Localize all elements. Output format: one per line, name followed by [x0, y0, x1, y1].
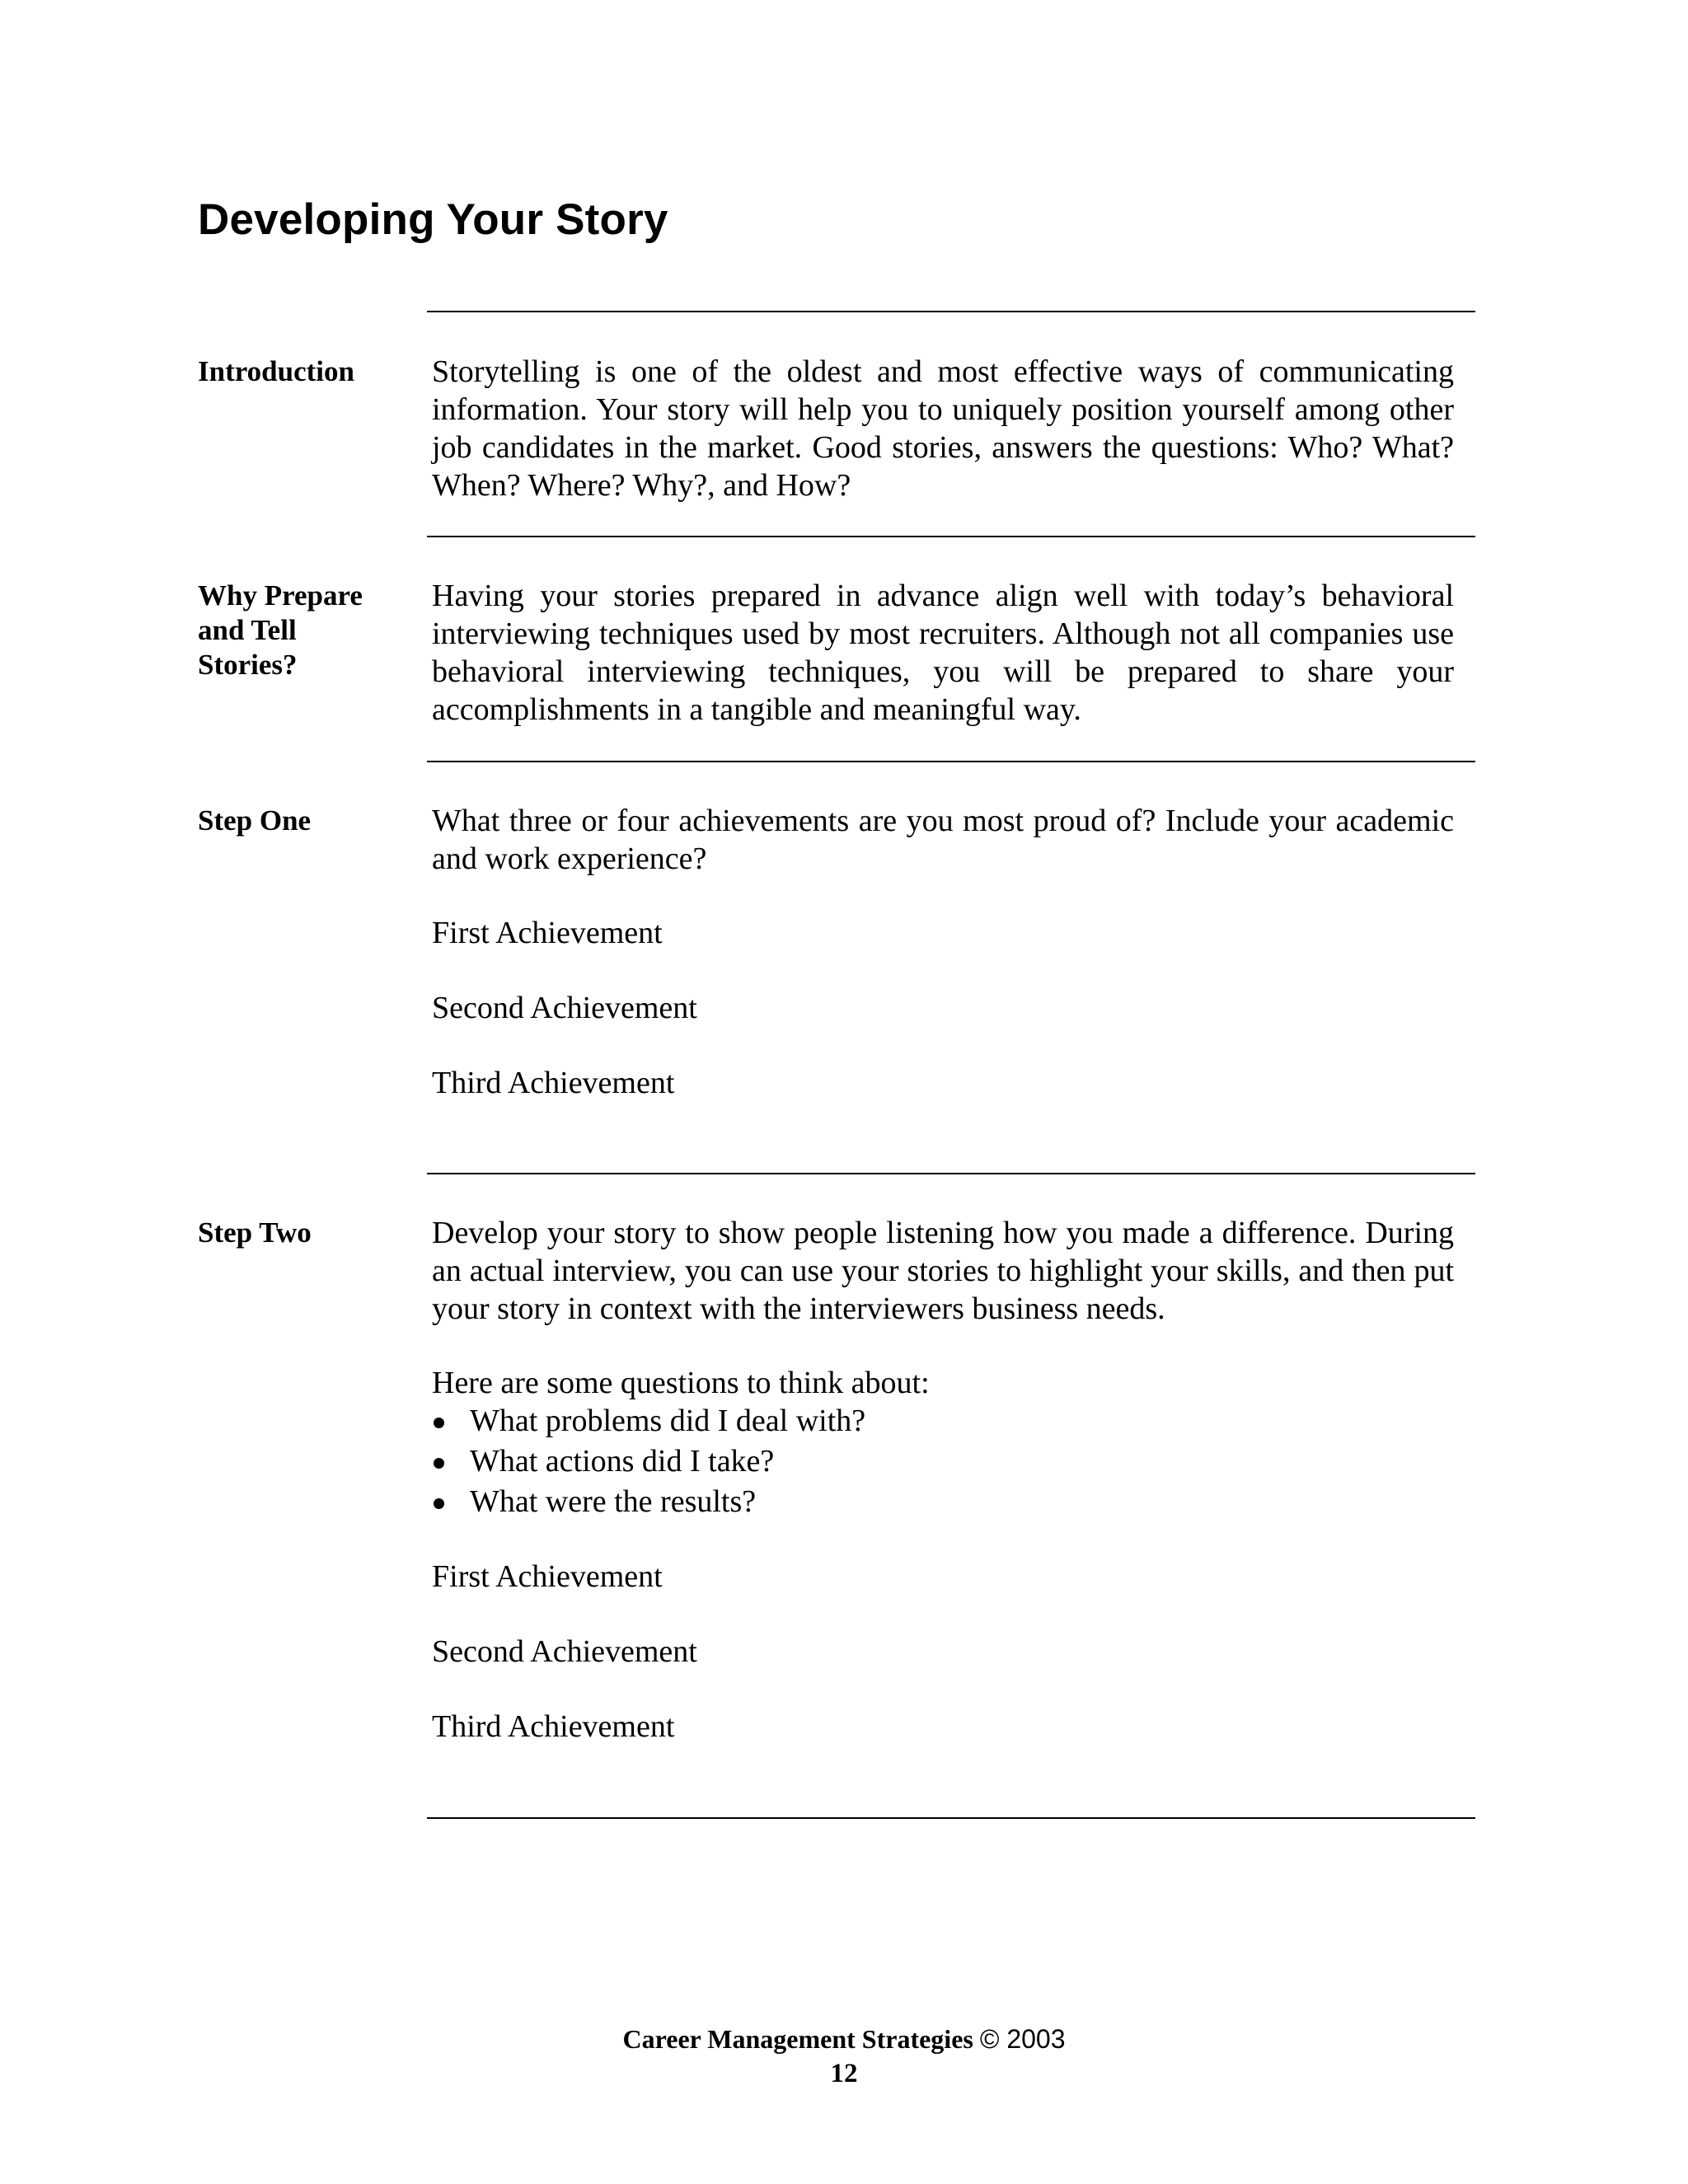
step-two-achievement-2: Second Achievement: [432, 1634, 697, 1669]
step-two-achievement-3: Third Achievement: [432, 1709, 675, 1744]
step-one-achievement-1: First Achievement: [432, 916, 663, 950]
step-one-text: What three or four achievements are you most proud of? Include your academic and work experience?: [432, 804, 1454, 876]
step-one-achievement-3: Third Achievement: [432, 1066, 675, 1100]
footer-brand: Career Management Strategies: [622, 2024, 973, 2054]
section-divider-top: [427, 311, 1475, 312]
page-title: Developing Your Story: [198, 195, 668, 244]
footer-copyright: © 2003: [979, 2024, 1066, 2054]
section-body-step-one: [432, 802, 1454, 1102]
footer-credit: [0, 2022, 1688, 2055]
step-two-achievement-1: First Achievement: [432, 1559, 663, 1594]
step-two-question-list: [432, 1402, 1454, 1523]
section-label-step-two: Step Two: [198, 1216, 312, 1249]
list-item: [432, 1402, 1454, 1442]
question-text: What actions did I take?: [470, 1444, 775, 1479]
section-divider-step-two: [427, 1817, 1475, 1819]
question-text: What were the results?: [470, 1484, 757, 1519]
bullet-icon: [434, 1498, 444, 1509]
section-body-why-prepare: [432, 577, 1454, 729]
bullet-icon: [434, 1458, 444, 1469]
list-item: [432, 1483, 1454, 1523]
section-label-why-prepare: Why Prepare and Tell Stories?: [198, 579, 363, 681]
section-divider-step-one: [427, 1173, 1475, 1174]
section-body-introduction: [432, 353, 1454, 504]
bullet-icon: [434, 1418, 444, 1428]
section-divider-introduction: [427, 536, 1475, 537]
section-divider-why-prepare: [427, 761, 1475, 762]
why-prepare-text: Having your stories prepared in advance align well with today’s behavioral interviewing techniques used by most recruiters. Although not all companies use behavioral interviewing techniques, you will be prepared to share your accomplishments in a tangible and meaningful way.: [432, 579, 1454, 727]
section-label-introduction: Introduction: [198, 355, 354, 387]
step-two-text: Develop your story to show people listening how you made a difference. During an actual interview, you can use your stories to highlight your skills, and then put your story in context with the interviewers business needs.: [432, 1216, 1454, 1326]
section-body-step-two: [432, 1214, 1454, 1746]
question-text: What problems did I deal with?: [470, 1404, 866, 1438]
section-label-step-one: Step One: [198, 804, 312, 837]
page-number: 12: [830, 2059, 858, 2088]
step-two-questions-intro: Here are some questions to think about:: [432, 1366, 930, 1400]
list-item: [432, 1442, 1454, 1483]
introduction-text: Storytelling is one of the oldest and most effective ways of communicating information. Your story will help you to uniquely position yourself among other job candidates in the market. Good stories, answers the questions: Who? What? When? Where? Why?, and How?: [432, 354, 1454, 503]
step-one-achievement-2: Second Achievement: [432, 991, 697, 1025]
